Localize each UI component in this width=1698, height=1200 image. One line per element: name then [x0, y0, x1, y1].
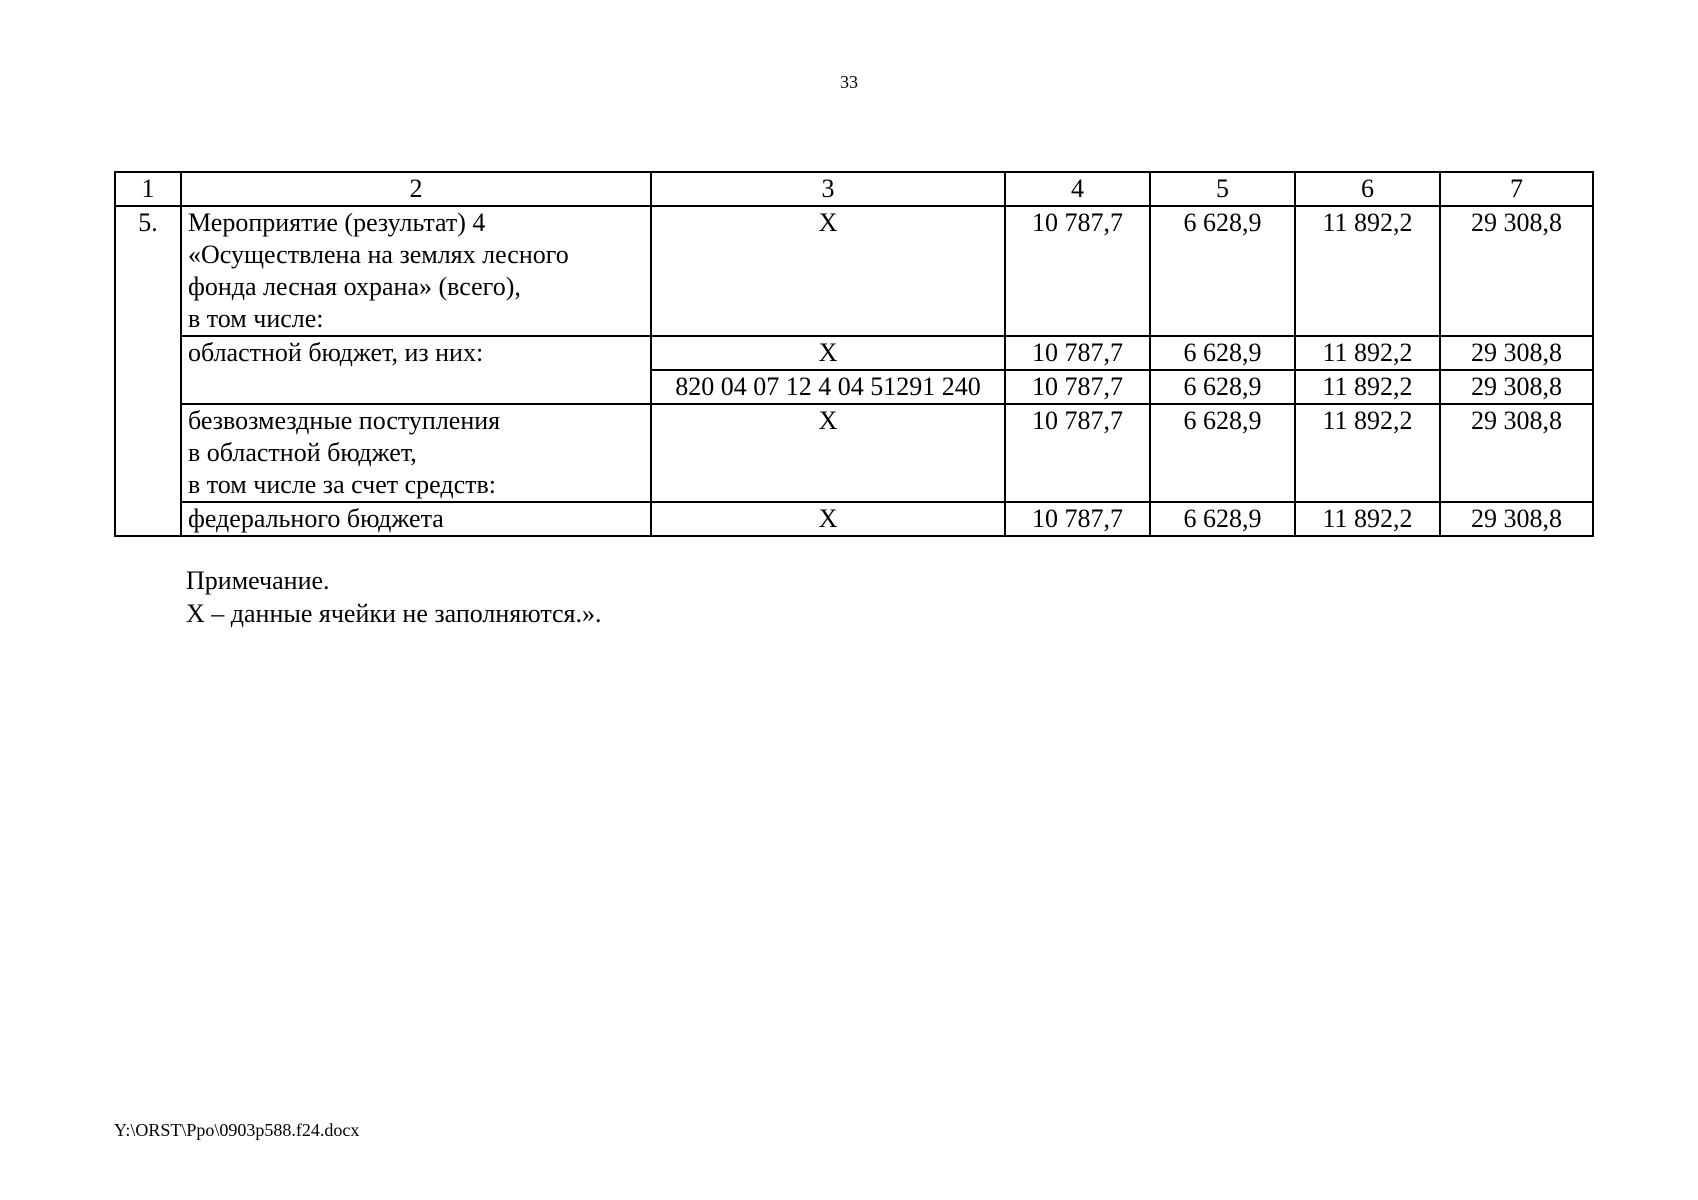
- value-cell: 11 892,2: [1295, 404, 1440, 502]
- value-cell: 6 628,9: [1150, 206, 1295, 336]
- row-number-cell: 5.: [115, 206, 181, 536]
- code-cell: X: [651, 206, 1005, 336]
- description-line: «Осуществлена на землях лесного: [188, 240, 569, 269]
- page-number: 33: [840, 72, 858, 92]
- description-cell: областной бюджет, из них:: [181, 336, 651, 404]
- value-cell: 6 628,9: [1150, 502, 1295, 536]
- description-line: в том числе:: [188, 304, 324, 333]
- code-cell: X: [651, 336, 1005, 370]
- header-cell: 6: [1295, 172, 1440, 206]
- value-cell: 10 787,7: [1005, 404, 1150, 502]
- file-path-footer: Y:\ORST\Ppo\0903p588.f24.docx: [114, 1120, 360, 1140]
- description-line: в областной бюджет,: [188, 438, 417, 467]
- value-cell: 10 787,7: [1005, 370, 1150, 404]
- note-title: Примечание.: [186, 566, 330, 595]
- budget-table: [114, 171, 1594, 537]
- value-cell: 6 628,9: [1150, 336, 1295, 370]
- value-cell: 11 892,2: [1295, 502, 1440, 536]
- value-cell: 11 892,2: [1295, 370, 1440, 404]
- note-block: [186, 564, 602, 630]
- value-cell: 10 787,7: [1005, 206, 1150, 336]
- description-cell: [181, 404, 651, 502]
- description-line: Мероприятие (результат) 4: [188, 208, 486, 237]
- table-row: [115, 404, 1593, 502]
- note-text: X – данные ячейки не заполняются.».: [186, 599, 602, 628]
- value-cell: 10 787,7: [1005, 502, 1150, 536]
- description-cell: федерального бюджета: [181, 502, 651, 536]
- code-cell: X: [651, 502, 1005, 536]
- header-cell: 5: [1150, 172, 1295, 206]
- header-cell: 1: [115, 172, 181, 206]
- description-line: фонда лесная охрана» (всего),: [188, 272, 521, 301]
- header-cell: 2: [181, 172, 651, 206]
- table-header-row: [115, 172, 1593, 206]
- value-cell: 29 308,8: [1440, 336, 1593, 370]
- value-cell: 29 308,8: [1440, 206, 1593, 336]
- value-cell: 29 308,8: [1440, 502, 1593, 536]
- value-cell: 29 308,8: [1440, 404, 1593, 502]
- description-line: безвозмездные поступления: [188, 406, 501, 435]
- value-cell: 10 787,7: [1005, 336, 1150, 370]
- description-cell: [181, 206, 651, 336]
- value-cell: 11 892,2: [1295, 336, 1440, 370]
- table-row: [115, 206, 1593, 336]
- code-cell: X: [651, 404, 1005, 502]
- description-line: в том числе за счет средств:: [188, 470, 496, 499]
- code-cell: 820 04 07 12 4 04 51291 240: [651, 370, 1005, 404]
- value-cell: 11 892,2: [1295, 206, 1440, 336]
- value-cell: 6 628,9: [1150, 404, 1295, 502]
- value-cell: 29 308,8: [1440, 370, 1593, 404]
- header-cell: 4: [1005, 172, 1150, 206]
- value-cell: 6 628,9: [1150, 370, 1295, 404]
- header-cell: 7: [1440, 172, 1593, 206]
- table-row: [115, 336, 1593, 370]
- table-row: [115, 502, 1593, 536]
- header-cell: 3: [651, 172, 1005, 206]
